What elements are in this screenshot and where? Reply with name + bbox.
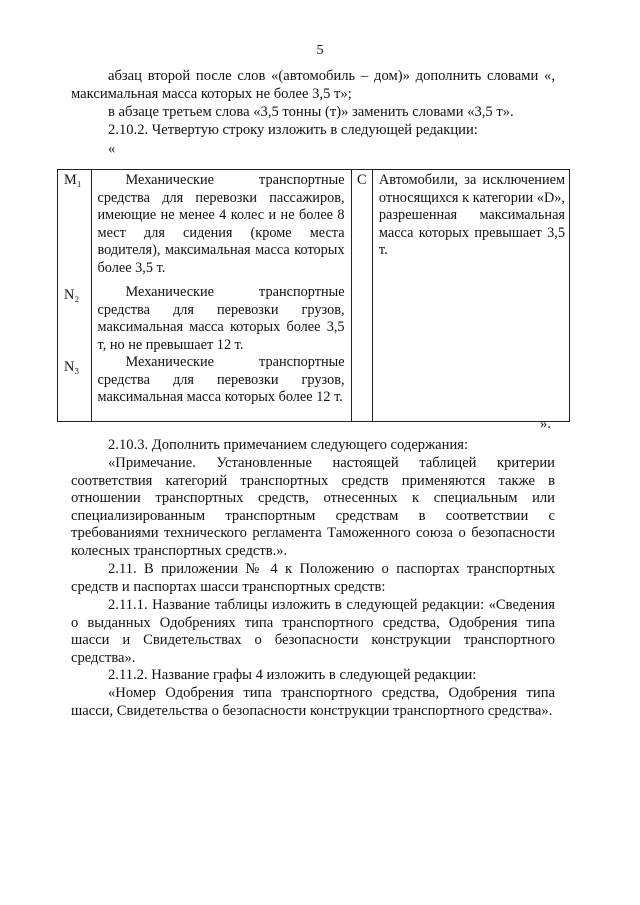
open-quote: « xyxy=(108,141,116,157)
category-m1: M₁ xyxy=(64,172,82,188)
paragraph-2-11: 2.11. В приложении № 4 к Положению о паспортах транспортных средств и паспортах шасси транспортных средств: xyxy=(71,561,555,595)
description-n3: Механические транспортные средства для перевозки грузов, максимальная масса которых более 12 т. xyxy=(97,354,345,405)
category-column xyxy=(58,170,92,422)
category-n3: N₃ xyxy=(64,359,80,375)
close-quote: ». xyxy=(540,416,551,432)
paragraph-2-10-3: 2.10.3. Дополнить примечанием следующего содержания: xyxy=(108,437,469,453)
paragraph-abzac-tretiy: в абзаце третьем слова «3,5 тонны (т)» заменить словами «3,5 т». xyxy=(108,104,514,120)
paragraph-primechanie: «Примечание. Установленные настоящей таблицей критерии соответствия категорий транспортных средств применяются также в отношении транспортных средств, отнесенных к специальным или специализированным транспортным средствам в соответствии с требованиями технического регламента Таможенного союза о безопасности колесных транспортных средств.». xyxy=(71,455,555,559)
paragraph-2-11-1: 2.11.1. Название таблицы изложить в следующей редакции: «Сведения о выданных Одобрениях типа транспортного средства, Одобрения типа шасси и Свидетельствах о безопасности конструкции транспортного средства». xyxy=(71,597,555,666)
condition-text: Автомобили, за исключением относящихся к категории «D», разрешенная максимальная масса которых превышает 3,5 т. xyxy=(378,172,565,258)
paragraph-abzac-vtoroy: абзац второй после слов «(автомобиль – дом)» дополнить словами «, максимальная масса которых не более 3,5 т»; xyxy=(71,68,555,102)
paragraph-2-11-2: 2.11.2. Название графы 4 изложить в следующей редакции: xyxy=(108,667,477,683)
condition-cell xyxy=(372,170,569,422)
description-n2: Механические транспортные средства для перевозки грузов, максимальная масса которых более 3,5 т, но не превышает 12 т. xyxy=(97,284,345,353)
description-column xyxy=(91,170,351,422)
page-number: 5 xyxy=(316,43,324,58)
paragraph-grafa-4: «Номер Одобрения типа транспортного средства, Одобрения типа шасси, Свидетельства о безопасности конструкции транспортного средства». xyxy=(71,685,555,719)
category-n2: N₂ xyxy=(64,287,80,303)
description-m1: Механические транспортные средства для перевозки пассажиров, имеющие не менее 4 колес и не более 8 мест для сидения (кроме места водителя), максимальная масса которых более 3,5 т. xyxy=(97,172,345,276)
category-code-cell: C xyxy=(351,170,372,422)
category-table xyxy=(57,169,570,422)
paragraph-2-10-2: 2.10.2. Четвертую строку изложить в следующей редакции: xyxy=(108,122,478,138)
